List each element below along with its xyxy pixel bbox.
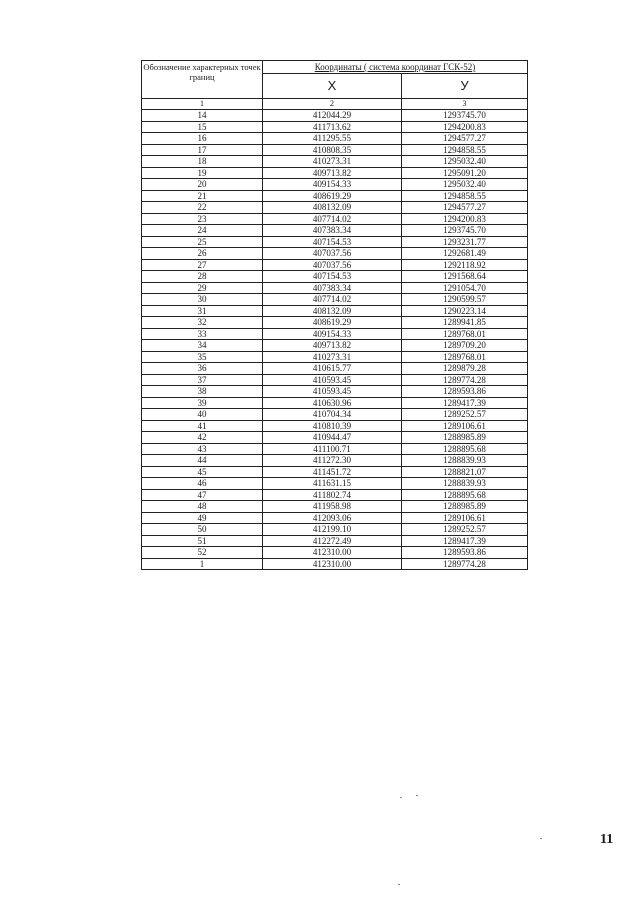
y-coordinate-cell: 1295091.20 xyxy=(402,167,528,179)
table-row xyxy=(142,305,528,317)
y-coordinate-cell: 1294858.55 xyxy=(402,144,528,156)
point-number-cell: 48 xyxy=(142,501,263,513)
scan-speck xyxy=(540,838,542,839)
y-coordinate-cell: 1289593.86 xyxy=(402,547,528,559)
scan-speck xyxy=(398,884,400,885)
x-coordinate-cell: 410273.31 xyxy=(263,156,402,168)
x-coordinate-cell: 410808.35 xyxy=(263,144,402,156)
y-coordinate-cell: 1289709.20 xyxy=(402,340,528,352)
y-coordinate-cell: 1294200.83 xyxy=(402,121,528,133)
table-row xyxy=(142,432,528,444)
x-coordinate-cell: 407383.34 xyxy=(263,282,402,294)
y-coordinate-cell: 1288821.07 xyxy=(402,466,528,478)
y-coordinate-cell: 1294858.55 xyxy=(402,190,528,202)
scan-speck xyxy=(416,795,418,796)
x-coordinate-cell: 411100.71 xyxy=(263,443,402,455)
x-coordinate-cell: 410273.31 xyxy=(263,351,402,363)
point-designation-header: Обозначение характерных точек границ xyxy=(142,61,263,99)
x-coordinate-cell: 412044.29 xyxy=(263,110,402,122)
x-coordinate-cell: 412199.10 xyxy=(263,524,402,536)
point-number-cell: 50 xyxy=(142,524,263,536)
x-coordinate-cell: 411631.15 xyxy=(263,478,402,490)
table-row xyxy=(142,466,528,478)
x-coordinate-cell: 407154.53 xyxy=(263,271,402,283)
y-coordinate-cell: 1289417.39 xyxy=(402,397,528,409)
table-row xyxy=(142,489,528,501)
point-number-cell: 21 xyxy=(142,190,263,202)
table-row xyxy=(142,202,528,214)
x-coordinate-cell: 410704.34 xyxy=(263,409,402,421)
x-coordinate-cell: 407383.34 xyxy=(263,225,402,237)
y-coordinate-cell: 1292681.49 xyxy=(402,248,528,260)
point-number-cell: 39 xyxy=(142,397,263,409)
x-coordinate-cell: 409713.82 xyxy=(263,167,402,179)
point-number-cell: 46 xyxy=(142,478,263,490)
y-coordinate-cell: 1289774.28 xyxy=(402,374,528,386)
y-coordinate-cell: 1288895.68 xyxy=(402,443,528,455)
y-coordinate-cell: 1288895.68 xyxy=(402,489,528,501)
point-number-cell: 28 xyxy=(142,271,263,283)
point-number-cell: 22 xyxy=(142,202,263,214)
table-row xyxy=(142,478,528,490)
point-number-cell: 32 xyxy=(142,317,263,329)
x-coordinate-cell: 412093.06 xyxy=(263,512,402,524)
point-number-cell: 27 xyxy=(142,259,263,271)
point-number-cell: 34 xyxy=(142,340,263,352)
point-number-cell: 35 xyxy=(142,351,263,363)
table-row xyxy=(142,420,528,432)
table-row xyxy=(142,190,528,202)
y-coordinate-cell: 1288985.89 xyxy=(402,432,528,444)
y-coordinate-cell: 1288985.89 xyxy=(402,501,528,513)
table-row xyxy=(142,133,528,145)
y-coordinate-cell: 1290599.57 xyxy=(402,294,528,306)
y-coordinate-cell: 1289252.57 xyxy=(402,409,528,421)
point-number-cell: 18 xyxy=(142,156,263,168)
x-coordinate-cell: 411451.72 xyxy=(263,466,402,478)
table-row xyxy=(142,443,528,455)
point-number-cell: 23 xyxy=(142,213,263,225)
y-coordinate-cell: 1288839.93 xyxy=(402,478,528,490)
table-row xyxy=(142,328,528,340)
x-coordinate-cell: 409713.82 xyxy=(263,340,402,352)
x-axis-header: X xyxy=(263,74,402,99)
point-number-cell: 47 xyxy=(142,489,263,501)
table-row xyxy=(142,110,528,122)
table-row xyxy=(142,558,528,570)
point-number-cell: 40 xyxy=(142,409,263,421)
coordinate-system-header: Координаты ( система координат ГСК-52) xyxy=(263,61,528,74)
point-number-cell: 51 xyxy=(142,535,263,547)
table-row xyxy=(142,547,528,559)
x-coordinate-cell: 407037.56 xyxy=(263,248,402,260)
x-coordinate-cell: 410593.45 xyxy=(263,386,402,398)
table-row xyxy=(142,351,528,363)
x-coordinate-cell: 411272.30 xyxy=(263,455,402,467)
y-coordinate-cell: 1293231.77 xyxy=(402,236,528,248)
table-row xyxy=(142,144,528,156)
table-row xyxy=(142,167,528,179)
x-coordinate-cell: 410593.45 xyxy=(263,374,402,386)
y-coordinate-cell: 1289417.39 xyxy=(402,535,528,547)
point-number-cell: 52 xyxy=(142,547,263,559)
table-row xyxy=(142,501,528,513)
table-row xyxy=(142,294,528,306)
table-row xyxy=(142,248,528,260)
x-coordinate-cell: 411295.55 xyxy=(263,133,402,145)
y-coordinate-cell: 1289768.01 xyxy=(402,328,528,340)
table-row xyxy=(142,213,528,225)
point-number-cell: 36 xyxy=(142,363,263,375)
point-number-cell: 43 xyxy=(142,443,263,455)
y-coordinate-cell: 1288839.93 xyxy=(402,455,528,467)
x-coordinate-cell: 407037.56 xyxy=(263,259,402,271)
table-row xyxy=(142,236,528,248)
table-row xyxy=(142,317,528,329)
table-row xyxy=(142,340,528,352)
scan-speck xyxy=(400,797,402,798)
y-coordinate-cell: 1289774.28 xyxy=(402,558,528,570)
point-number-cell: 26 xyxy=(142,248,263,260)
x-coordinate-cell: 409154.33 xyxy=(263,328,402,340)
point-number-cell: 20 xyxy=(142,179,263,191)
x-coordinate-cell: 408619.29 xyxy=(263,317,402,329)
table-row xyxy=(142,259,528,271)
x-coordinate-cell: 410944.47 xyxy=(263,432,402,444)
point-number-cell: 15 xyxy=(142,121,263,133)
point-number-cell: 33 xyxy=(142,328,263,340)
x-coordinate-cell: 410615.77 xyxy=(263,363,402,375)
table-row xyxy=(142,409,528,421)
point-number-cell: 17 xyxy=(142,144,263,156)
x-coordinate-cell: 407154.53 xyxy=(263,236,402,248)
table-row xyxy=(142,121,528,133)
coordinates-body xyxy=(142,110,528,570)
y-coordinate-cell: 1289252.57 xyxy=(402,524,528,536)
x-coordinate-cell: 409154.33 xyxy=(263,179,402,191)
point-number-cell: 25 xyxy=(142,236,263,248)
page-number: 11 xyxy=(600,832,614,847)
table-row xyxy=(142,225,528,237)
x-coordinate-cell: 407714.02 xyxy=(263,213,402,225)
y-coordinate-cell: 1289593.86 xyxy=(402,386,528,398)
y-coordinate-cell: 1290223.14 xyxy=(402,305,528,317)
x-coordinate-cell: 408132.09 xyxy=(263,202,402,214)
point-number-cell: 45 xyxy=(142,466,263,478)
coordinates-table xyxy=(141,60,528,570)
y-coordinate-cell: 1295032.40 xyxy=(402,179,528,191)
y-coordinate-cell: 1295032.40 xyxy=(402,156,528,168)
point-number-cell: 42 xyxy=(142,432,263,444)
y-coordinate-cell: 1293745.70 xyxy=(402,110,528,122)
y-coordinate-cell: 1291054.70 xyxy=(402,282,528,294)
table-row xyxy=(142,512,528,524)
point-number-cell: 44 xyxy=(142,455,263,467)
table-row xyxy=(142,271,528,283)
point-number-cell: 14 xyxy=(142,110,263,122)
y-coordinate-cell: 1292118.92 xyxy=(402,259,528,271)
x-coordinate-cell: 407714.02 xyxy=(263,294,402,306)
y-coordinate-cell: 1291568.64 xyxy=(402,271,528,283)
table-row xyxy=(142,455,528,467)
table-row xyxy=(142,397,528,409)
y-coordinate-cell: 1289941.85 xyxy=(402,317,528,329)
y-coordinate-cell: 1294200.83 xyxy=(402,213,528,225)
table-row xyxy=(142,282,528,294)
table-row xyxy=(142,535,528,547)
x-coordinate-cell: 412272.49 xyxy=(263,535,402,547)
table-row xyxy=(142,374,528,386)
table-row xyxy=(142,363,528,375)
x-coordinate-cell: 411802.74 xyxy=(263,489,402,501)
y-coordinate-cell: 1289106.61 xyxy=(402,512,528,524)
x-coordinate-cell: 412310.00 xyxy=(263,558,402,570)
x-coordinate-cell: 410810.39 xyxy=(263,420,402,432)
y-coordinate-cell: 1289106.61 xyxy=(402,420,528,432)
point-number-cell: 41 xyxy=(142,420,263,432)
point-number-cell: 1 xyxy=(142,558,263,570)
x-coordinate-cell: 408132.09 xyxy=(263,305,402,317)
x-coordinate-cell: 411958.98 xyxy=(263,501,402,513)
y-coordinate-cell: 1294577.27 xyxy=(402,133,528,145)
point-number-cell: 49 xyxy=(142,512,263,524)
table-row xyxy=(142,386,528,398)
point-number-cell: 31 xyxy=(142,305,263,317)
x-coordinate-cell: 410630.96 xyxy=(263,397,402,409)
point-number-cell: 16 xyxy=(142,133,263,145)
column-number-1: 1 xyxy=(142,99,263,110)
x-coordinate-cell: 412310.00 xyxy=(263,547,402,559)
x-coordinate-cell: 411713.62 xyxy=(263,121,402,133)
table-row xyxy=(142,179,528,191)
point-number-cell: 37 xyxy=(142,374,263,386)
y-coordinate-cell: 1289768.01 xyxy=(402,351,528,363)
y-coordinate-cell: 1289879.28 xyxy=(402,363,528,375)
point-number-cell: 29 xyxy=(142,282,263,294)
table-row xyxy=(142,524,528,536)
column-number-3: 3 xyxy=(402,99,528,110)
point-number-cell: 30 xyxy=(142,294,263,306)
x-coordinate-cell: 408619.29 xyxy=(263,190,402,202)
point-number-cell: 19 xyxy=(142,167,263,179)
point-number-cell: 24 xyxy=(142,225,263,237)
table-row xyxy=(142,156,528,168)
point-number-cell: 38 xyxy=(142,386,263,398)
column-number-2: 2 xyxy=(263,99,402,110)
y-coordinate-cell: 1294577.27 xyxy=(402,202,528,214)
y-axis-header: У xyxy=(402,74,528,99)
y-coordinate-cell: 1293745.70 xyxy=(402,225,528,237)
